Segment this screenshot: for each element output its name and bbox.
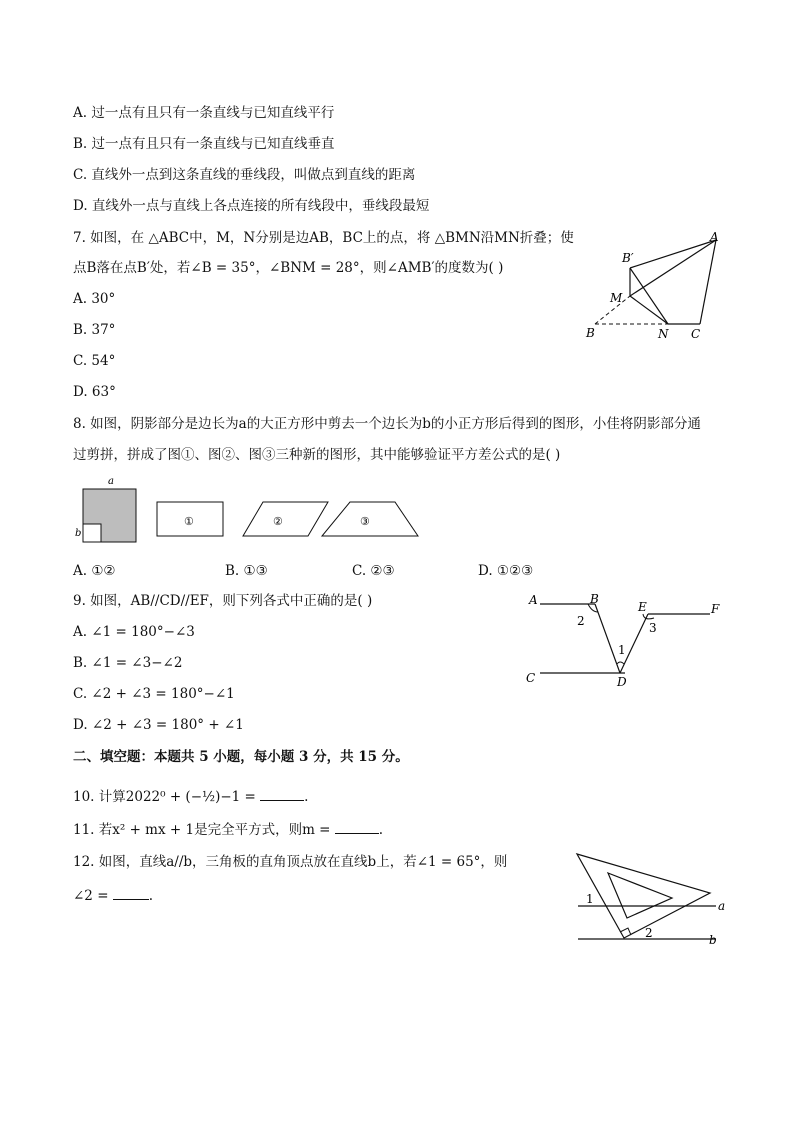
q9-label-a: A bbox=[529, 593, 538, 607]
q8-label-fig2: ② bbox=[273, 515, 283, 528]
q11-text: 11. 若x² + mx + 1是完全平方式，则m = bbox=[73, 822, 335, 838]
q9-option-a: A. ∠1 = 180°−∠3 bbox=[73, 624, 195, 640]
q8-label-fig3: ③ bbox=[360, 515, 370, 528]
q9-label-f: F bbox=[711, 602, 720, 616]
q7-option-b: B. 37° bbox=[73, 322, 116, 338]
q9-label-angle3: 3 bbox=[649, 621, 657, 635]
q9-option-d: D. ∠2 + ∠3 = 180° + ∠1 bbox=[73, 717, 244, 733]
q6-option-d: D. 直线外一点与直线上各点连接的所有线段中，垂线段最短 bbox=[73, 198, 430, 214]
q7-label-c: C bbox=[691, 327, 701, 341]
q8-stem-line1: 8. 如图，阴影部分是边长为a的大正方形中剪去一个边长为b的小正方形后得到的图形，小佳将阴影部分通 bbox=[73, 416, 701, 432]
q12-label-line-b: b bbox=[709, 933, 717, 947]
q11-stem bbox=[73, 819, 383, 839]
q11-end: . bbox=[378, 822, 384, 838]
q12-end: . bbox=[148, 888, 154, 904]
q8-label-b: b bbox=[75, 528, 82, 539]
q9-option-b: B. ∠1 = ∠3−∠2 bbox=[73, 655, 183, 671]
q7-option-a: A. 30° bbox=[73, 291, 116, 307]
q7-stem-line1: 7. 如图，在 △ABC中，M，N分别是边AB，BC上的点，将 △BMN沿MN折叠；使 bbox=[73, 230, 574, 246]
q10-end: . bbox=[304, 789, 309, 805]
q7-option-d: D. 63° bbox=[73, 384, 116, 400]
q10-answer-blank[interactable] bbox=[260, 786, 304, 801]
q7-label-n: N bbox=[658, 327, 669, 341]
q8-label-fig1: ① bbox=[184, 515, 194, 528]
q12-stem-line2 bbox=[73, 885, 153, 905]
q7-label-bprime: B′ bbox=[622, 251, 634, 265]
q9-option-c: C. ∠2 + ∠3 = 180°−∠1 bbox=[73, 686, 235, 702]
q6-option-b: B. 过一点有且只有一条直线与已知直线垂直 bbox=[73, 136, 335, 152]
q9-figure bbox=[520, 588, 730, 693]
q9-label-d: D bbox=[617, 675, 627, 689]
q8-option-b: B. ①③ bbox=[225, 563, 268, 579]
q7-stem-line2: 点B落在点B′处，若∠B = 35°，∠BNM = 28°，则∠AMB′的度数为( ) bbox=[73, 260, 504, 276]
q8-option-c: C. ②③ bbox=[352, 563, 395, 579]
q6-option-c: C. 直线外一点到这条直线的垂线段，叫做点到直线的距离 bbox=[73, 167, 416, 183]
q12-figure bbox=[572, 848, 732, 948]
q7-figure bbox=[580, 228, 730, 348]
q10-stem bbox=[73, 786, 308, 806]
q7-label-a: A bbox=[710, 230, 719, 244]
q9-label-angle1: 1 bbox=[618, 643, 626, 657]
q9-label-b: B bbox=[590, 592, 599, 606]
q8-option-a: A. ①② bbox=[73, 563, 116, 579]
section-title-fill-in: 二、填空题：本题共 5 小题，每小题 3 分，共 15 分。 bbox=[73, 749, 409, 765]
q9-label-e: E bbox=[638, 600, 647, 614]
q12-text: ∠2 = bbox=[73, 888, 113, 904]
q7-option-c: C. 54° bbox=[73, 353, 116, 369]
q7-label-b: B bbox=[586, 326, 595, 340]
q8-stem-line2: 过剪拼，拼成了图①、图②、图③三种新的图形，其中能够验证平方差公式的是( ) bbox=[73, 447, 561, 463]
q8-option-d: D. ①②③ bbox=[478, 563, 534, 579]
q9-label-c: C bbox=[526, 671, 536, 685]
q11-answer-blank[interactable] bbox=[335, 819, 379, 834]
q7-label-m: M bbox=[610, 291, 623, 305]
q9-label-angle2: 2 bbox=[577, 614, 585, 628]
q12-stem-line1: 12. 如图，直线a//b，三角板的直角顶点放在直线b上，若∠1 = 65°，则 bbox=[73, 854, 508, 870]
q10-text: 10. 计算2022⁰ + (−½)−1 = bbox=[73, 789, 261, 805]
q8-figures bbox=[70, 474, 430, 549]
q12-answer-blank[interactable] bbox=[113, 885, 149, 900]
q8-label-a: a bbox=[108, 476, 114, 487]
q12-label-angle1: 1 bbox=[586, 892, 594, 906]
q6-option-a: A. 过一点有且只有一条直线与已知直线平行 bbox=[73, 105, 335, 121]
q12-label-line-a: a bbox=[718, 899, 726, 913]
q9-stem: 9. 如图，AB//CD//EF，则下列各式中正确的是( ) bbox=[73, 593, 373, 609]
q12-label-angle2: 2 bbox=[645, 926, 653, 940]
